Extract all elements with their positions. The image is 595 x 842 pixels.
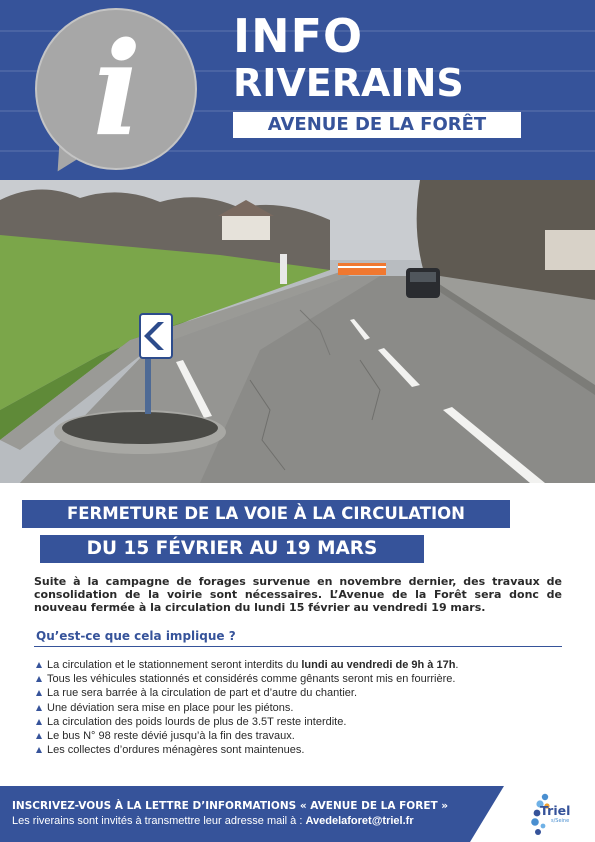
list-item: Une déviation sera mise en place pour les piétons.	[36, 701, 576, 715]
subtitle-street-name: AVENUE DE LA FORÊT	[233, 112, 521, 138]
list-item: Les collectes d’ordures ménagères sont maintenues.	[36, 743, 576, 757]
list-item: La circulation des poids lourds de plus de 3.5T reste interdite.	[36, 715, 576, 729]
road-illustration	[0, 180, 595, 483]
title-info: INFO	[233, 9, 364, 63]
street-photo	[0, 180, 595, 483]
implications-list	[36, 658, 576, 757]
contact-email-link[interactable]: Avedelaforet@triel.fr	[305, 815, 414, 827]
closure-title: FERMETURE DE LA VOIE À LA CIRCULATION	[22, 500, 510, 528]
logo-name: Triel	[540, 803, 571, 818]
intro-paragraph: Suite à la campagne de forages survenue en novembre dernier, des travaux de consolidation de la voirie sont nécessaires. L’Avenue de la Forêt sera donc de nouveau fermée à la circulation du lundi 15 février au vendredi 19 mars.	[34, 575, 562, 614]
title-riverains: RIVERAINS	[233, 61, 464, 105]
list-item: La circulation et le stationnement seront interdits du lundi au vendredi de 9h à 17h.	[36, 658, 576, 672]
triangle-bullet-icon	[36, 733, 42, 739]
section-divider	[34, 646, 562, 647]
footer-notch	[470, 786, 504, 842]
list-item: Le bus N° 98 reste dévié jusqu’à la fin des travaux.	[36, 729, 576, 743]
section-heading: Qu’est-ce que cela implique ?	[36, 629, 236, 643]
triangle-bullet-icon	[36, 747, 42, 753]
triangle-bullet-icon	[36, 719, 42, 725]
newsletter-heading: INSCRIVEZ-VOUS À LA LETTRE D’INFORMATIONS « AVENUE DE LA FORET »	[12, 800, 449, 812]
newsletter-instructions: Les riverains sont invités à transmettre leur adresse mail à : Avedelaforet@triel.fr	[12, 815, 414, 827]
info-icon: i	[92, 15, 142, 165]
triangle-bullet-icon	[36, 662, 42, 668]
triangle-bullet-icon	[36, 705, 42, 711]
triangle-bullet-icon	[36, 676, 42, 682]
closure-dates: DU 15 FÉVRIER AU 19 MARS	[40, 535, 424, 563]
triangle-bullet-icon	[36, 690, 42, 696]
list-item: La rue sera barrée à la circulation de part et d’autre du chantier.	[36, 686, 576, 700]
logo-tagline: s/Seine	[551, 818, 570, 824]
header-banner	[0, 0, 595, 180]
list-item: Tous les véhicules stationnés et considérés comme gênants seront mis en fourrière.	[36, 672, 576, 686]
